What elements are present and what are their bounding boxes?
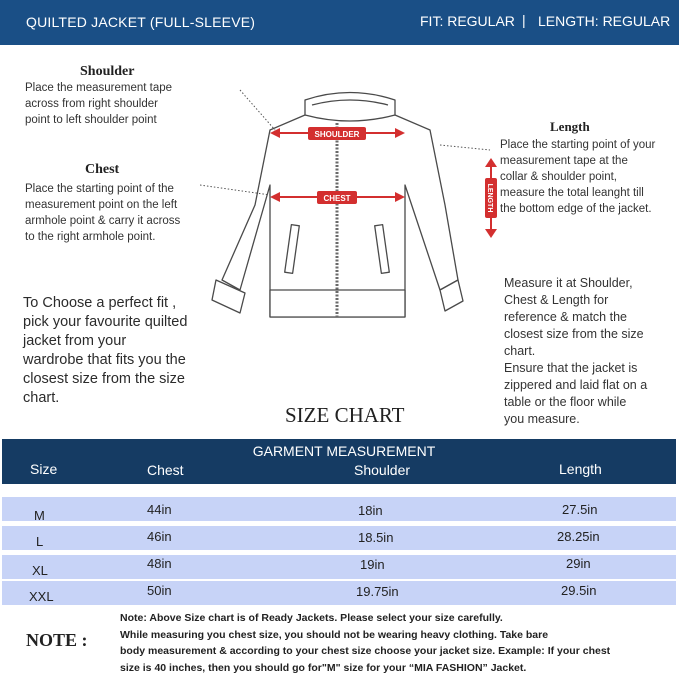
jacket-body: [222, 115, 458, 317]
cell-chest: 48in: [147, 556, 172, 571]
table-row: [2, 555, 676, 579]
product-title: QUILTED JACKET (FULL-SLEEVE): [26, 14, 256, 30]
jacket-diagram: [200, 85, 500, 325]
col-chest: Chest: [147, 462, 184, 478]
perfect-fit-line: chart.: [23, 390, 60, 406]
measure-tip-line: zippered and laid flat on a: [504, 378, 648, 392]
measure-tip-line: table or the floor while: [504, 395, 627, 409]
chest-line: to the right armhole point.: [25, 231, 156, 243]
shoulder-line: point to left shoulder point: [25, 114, 157, 126]
chest-line: armhole point & carry it across: [25, 215, 181, 227]
perfect-fit-text: [23, 294, 187, 408]
fit-label: FIT: REGULAR: [420, 13, 515, 29]
cell-chest: 50in: [147, 583, 172, 598]
group-header: GARMENT MEASUREMENT: [252, 443, 436, 459]
note-line: Note: Above Size chart is of Ready Jackets. Please select your size carefully.: [120, 612, 503, 624]
cell-chest: 46in: [147, 529, 172, 544]
measure-tip-line: Chest & Length for: [504, 293, 609, 307]
table-row: [2, 497, 676, 521]
perfect-fit-line: closest size from the size: [23, 371, 185, 387]
measure-tip-line: chart.: [504, 344, 536, 358]
cell-length: 29in: [566, 556, 591, 571]
col-length: Length: [559, 461, 602, 477]
size-table-header: [2, 439, 676, 484]
note-line: size is 40 inches, then you should go for"M" size for your “MIA FASHION” Jacket.: [120, 661, 527, 674]
note-text: [120, 610, 665, 676]
cell-size: XL: [32, 563, 48, 578]
jacket-collar: [305, 93, 395, 122]
cell-shoulder: 18in: [358, 503, 383, 518]
col-shoulder: Shoulder: [354, 462, 411, 478]
perfect-fit-line: To Choose a perfect fit ,: [23, 295, 177, 311]
table-row: [2, 581, 676, 605]
chest-tag: CHEST: [323, 194, 351, 203]
length-instructions: [500, 137, 655, 217]
length-tag: LENGTH: [486, 183, 493, 213]
perfect-fit-line: wardrobe that fits you the: [23, 352, 186, 368]
length-label: LENGTH: REGULAR: [538, 13, 671, 29]
size-chart-title: SIZE CHART: [285, 403, 405, 427]
cell-length: 29.5in: [561, 583, 597, 598]
shoulder-heading: Shoulder: [80, 64, 135, 79]
cell-chest: 44in: [147, 502, 172, 517]
perfect-fit-line: jacket from your: [23, 333, 127, 349]
shoulder-line: across from right shoulder: [25, 98, 158, 110]
measure-tip-text: [504, 275, 647, 428]
cell-shoulder: 19in: [360, 557, 385, 572]
shoulder-instructions: [25, 80, 172, 128]
chest-line: measurement point on the left: [25, 199, 178, 211]
cell-shoulder: 19.75in: [356, 584, 399, 599]
length-heading: Length: [550, 119, 590, 134]
shoulder-tag: SHOULDER: [314, 130, 360, 139]
table-row: [2, 526, 676, 550]
measure-tip-line: closest size from the size: [504, 327, 644, 341]
length-arrow: [482, 158, 500, 238]
measure-tip-line: you measure.: [504, 412, 580, 426]
measure-tip-line: reference & match the: [504, 310, 627, 324]
cell-size: M: [34, 508, 45, 523]
cell-length: 28.25in: [557, 529, 600, 544]
chest-heading: Chest: [85, 162, 120, 177]
note-line: While measuring you chest size, you should not be wearing heavy clothing. Take bare: [120, 628, 549, 641]
shoulder-line: Place the measurement tape: [25, 82, 173, 94]
header-separator: |: [522, 12, 526, 28]
measure-tip-line: Ensure that the jacket is: [504, 361, 638, 375]
perfect-fit-line: pick your favourite quilted: [23, 314, 188, 330]
cell-size: L: [36, 534, 44, 549]
header-bar: [0, 0, 679, 45]
length-line: Place the starting point of your: [500, 139, 656, 151]
length-line: measurement tape at the: [500, 155, 628, 167]
col-size: Size: [30, 461, 58, 477]
cell-shoulder: 18.5in: [358, 530, 394, 545]
note-line: body measurement & according to your chest size choose your jacket size. Example: If your chest: [120, 645, 611, 657]
note-label: NOTE :: [26, 630, 88, 650]
length-line: collar & shoulder point,: [500, 171, 617, 183]
length-line: the bottom edge of the jacket.: [500, 203, 652, 215]
cell-size: XXL: [29, 589, 54, 604]
cell-length: 27.5in: [562, 502, 598, 517]
chest-line: Place the starting point of the: [25, 183, 174, 195]
measure-tip-line: Measure it at Shoulder,: [504, 276, 633, 290]
chest-instructions: [25, 181, 180, 245]
length-line: measure the total leanght till: [500, 187, 644, 199]
